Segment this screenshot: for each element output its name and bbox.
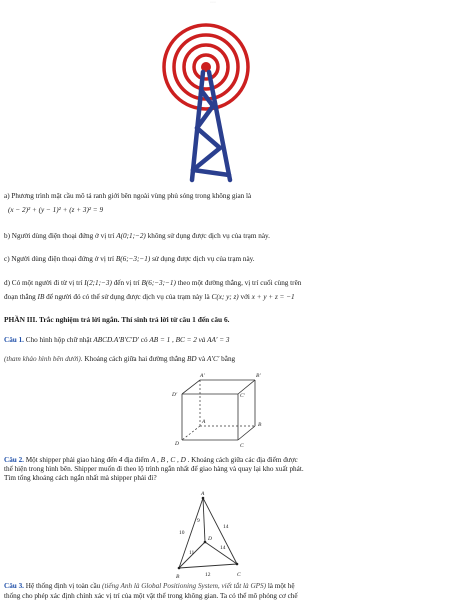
q3-text-1: Hệ thống định vị toàn cầu (25, 582, 101, 590)
question-1-label: Câu 1. (4, 336, 24, 344)
page-header-faint: ··· (210, 0, 216, 6)
part-3-heading: PHẦN III. Trắc nghiệm trả lời ngắn. Thí sinh trả lời từ câu 1 đến câu 6. (4, 315, 230, 324)
q1-reference: (tham khảo hình bên dưới). (4, 355, 83, 363)
d-text-6: với (240, 293, 250, 301)
question-3-line-1 (4, 582, 295, 591)
edge-ab-weight: 10 (179, 530, 185, 536)
statement-a-equation (8, 206, 103, 215)
edge-db-weight: 11 (189, 550, 195, 556)
vertex-b-prime: B′ (256, 373, 261, 379)
node-b: B (176, 574, 180, 580)
statement-d-line-1 (4, 279, 301, 288)
d-text-2: đến vị trí (113, 279, 140, 287)
point-a: A(0;1;−2) (116, 232, 146, 240)
vertex-c-prime: C′ (240, 393, 245, 399)
question-2-label: Câu 2. (4, 456, 24, 464)
statement-b-text: b) Người dùng điện thoại đứng ở vị trí (4, 232, 115, 240)
node-a: A (201, 491, 205, 497)
statement-c-text: c) Người dùng điện thoại đứng ở vị trí (4, 255, 115, 263)
sum-condition: x + y + z = −1 (251, 293, 295, 301)
box-dimensions: AB = 1 , BC = 2 và AA′ = 3 (149, 336, 230, 344)
statement-b (4, 232, 270, 241)
q1-text: Cho hình hộp chữ nhật (25, 336, 92, 344)
q2-text-3: . Khoảng cách giữa các địa điểm được (187, 456, 298, 464)
q3-text-2: là một hệ (267, 582, 295, 590)
question-3-line-2: thống cho phép xác định chính xác vị trí của một vật thể trong không gian. Ta có thể mô phỏng cơ chế (4, 592, 298, 600)
question-1-line-1 (4, 336, 229, 345)
vertex-a-prime: A′ (200, 373, 205, 379)
q3-italic: (tiếng Anh là Global Positioning System, viết tắt là GPS) (102, 582, 267, 590)
q1-by: bằng (221, 355, 236, 363)
delivery-graph-figure (165, 490, 245, 582)
q2-text-2: địa điểm (124, 456, 150, 464)
signal-tower-illustration (150, 10, 310, 192)
cuboid-figure (170, 370, 270, 450)
statement-d-line-2 (4, 293, 295, 302)
q2-count: 4 (118, 456, 123, 464)
d-text-1: d) Có một người đi từ vị trí (4, 279, 83, 287)
node-c: C (237, 572, 241, 578)
q1-ask: Khoảng cách giữa hai đường thẳng (84, 355, 186, 363)
box-name: ABCD.A′B′C′D′ (93, 336, 139, 344)
edge-ac-weight: 14 (223, 524, 229, 530)
statement-a (4, 192, 251, 201)
point-b: B(6;−3;−1) (115, 255, 151, 263)
d-text-3: theo một đường thẳng, vị trí cuối cùng trên (177, 279, 302, 287)
d-text-5: để người đó có thể sử dụng được dịch vụ của trạm này là (46, 293, 210, 301)
q2-points: A , B , C , D (150, 456, 186, 464)
sphere-equation: (x − 2)² + (y − 1)² + (z + 3)² = 9 (8, 206, 104, 214)
vertex-b: B (258, 422, 262, 428)
point-i: I(2;1;−3) (84, 279, 112, 287)
question-1-line-2 (4, 355, 235, 364)
q1-co: có (140, 336, 148, 344)
point-b-2: B(6;−3;−1) (141, 279, 176, 287)
edge-dc-weight: 14 (220, 545, 226, 551)
question-2-line-1 (4, 456, 298, 465)
line-a1c1: A′C′ (207, 355, 220, 363)
node-d: D (208, 536, 212, 542)
vertex-d: D (175, 441, 179, 447)
vertex-c: C (240, 443, 244, 449)
question-2-line-2: thể hiện trong hình bên. Shipper muốn đi theo lộ trình ngắn nhất để giao hàng và quay lại kho xuất phát. (4, 465, 304, 473)
question-3-label: Câu 3. (4, 582, 24, 590)
statement-c-rest: sử dụng được dịch vụ của trạm này. (152, 255, 255, 263)
q2-text-1: Một shipper phải giao hàng đến (25, 456, 118, 464)
edge-bc-weight: 12 (205, 572, 211, 578)
statement-b-rest: không sử dụng được dịch vụ của trạm này. (147, 232, 270, 240)
d-text-4: đoạn thẳng (4, 293, 36, 301)
vertex-a: A (202, 419, 206, 425)
segment-ib: IB (37, 293, 45, 301)
point-c: C(x; y; z) (211, 293, 239, 301)
statement-a-text: a) Phương trình mặt cầu mô tả ranh giới bên ngoài vùng phủ sóng trong không gian là (4, 192, 252, 200)
statement-c (4, 255, 255, 264)
vertex-d-prime: D′ (172, 392, 178, 398)
q1-and: và (198, 355, 206, 363)
line-bd: BD (187, 355, 197, 363)
question-2-line-3: Tìm tổng khoảng cách ngắn nhất mà shipper phải đi? (4, 474, 157, 482)
edge-ad-weight: 9 (197, 518, 200, 524)
